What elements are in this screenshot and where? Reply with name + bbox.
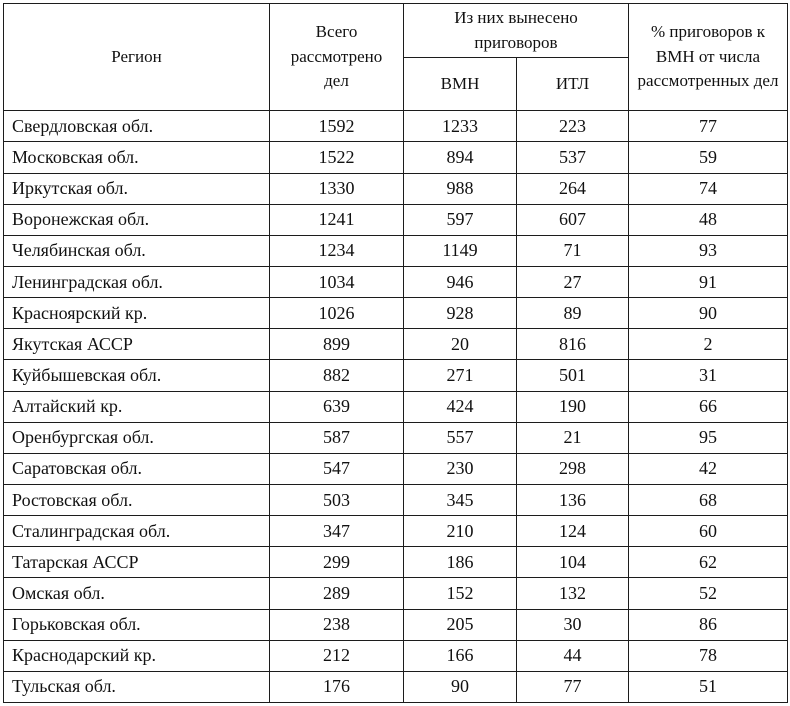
itl-cell: 501 [517, 360, 629, 391]
vmn-cell: 894 [404, 142, 517, 173]
region-cell: Иркутская обл. [4, 173, 270, 204]
percent-cell: 51 [629, 671, 788, 702]
itl-cell: 537 [517, 142, 629, 173]
vmn-cell: 597 [404, 204, 517, 235]
percent-cell: 86 [629, 609, 788, 640]
table-row [4, 609, 788, 640]
vmn-cell: 557 [404, 422, 517, 453]
total-cell: 1522 [270, 142, 404, 173]
region-cell: Саратовская обл. [4, 453, 270, 484]
region-cell: Горьковская обл. [4, 609, 270, 640]
itl-cell: 77 [517, 671, 629, 702]
table-row [4, 266, 788, 297]
table-row [4, 640, 788, 671]
table-row [4, 298, 788, 329]
table-row [4, 671, 788, 702]
percent-cell: 60 [629, 516, 788, 547]
vmn-cell: 210 [404, 516, 517, 547]
table-row [4, 111, 788, 142]
region-cell: Куйбышевская обл. [4, 360, 270, 391]
itl-cell: 44 [517, 640, 629, 671]
total-cell: 347 [270, 516, 404, 547]
table-row [4, 360, 788, 391]
percent-cell: 2 [629, 329, 788, 360]
itl-cell: 124 [517, 516, 629, 547]
percent-cell: 59 [629, 142, 788, 173]
vmn-cell: 166 [404, 640, 517, 671]
region-cell: Московская обл. [4, 142, 270, 173]
header-row-top [4, 4, 788, 58]
itl-cell: 27 [517, 266, 629, 297]
vmn-cell: 152 [404, 578, 517, 609]
region-cell: Омская обл. [4, 578, 270, 609]
total-cell: 176 [270, 671, 404, 702]
table-row [4, 329, 788, 360]
vmn-cell: 20 [404, 329, 517, 360]
percent-cell: 74 [629, 173, 788, 204]
total-cell: 899 [270, 329, 404, 360]
percent-cell: 42 [629, 453, 788, 484]
itl-cell: 298 [517, 453, 629, 484]
vmn-cell: 186 [404, 547, 517, 578]
percent-cell: 66 [629, 391, 788, 422]
itl-cell: 190 [517, 391, 629, 422]
header-total-cases: Всего рассмотрено дел [270, 4, 404, 111]
region-cell: Якутская АССР [4, 329, 270, 360]
table-row [4, 235, 788, 266]
header-region: Регион [4, 4, 270, 111]
total-cell: 882 [270, 360, 404, 391]
itl-cell: 104 [517, 547, 629, 578]
itl-cell: 264 [517, 173, 629, 204]
header-percent-vmn: % приговоров к ВМН от числа рассмотренных дел [629, 4, 788, 111]
total-cell: 1234 [270, 235, 404, 266]
total-cell: 1034 [270, 266, 404, 297]
vmn-cell: 345 [404, 484, 517, 515]
total-cell: 587 [270, 422, 404, 453]
table-row [4, 516, 788, 547]
region-cell: Ростовская обл. [4, 484, 270, 515]
percent-cell: 31 [629, 360, 788, 391]
percent-cell: 90 [629, 298, 788, 329]
vmn-cell: 1233 [404, 111, 517, 142]
total-cell: 1592 [270, 111, 404, 142]
vmn-cell: 205 [404, 609, 517, 640]
itl-cell: 223 [517, 111, 629, 142]
region-cell: Краснодарский кр. [4, 640, 270, 671]
itl-cell: 816 [517, 329, 629, 360]
total-cell: 289 [270, 578, 404, 609]
regions-table [3, 3, 788, 703]
percent-cell: 52 [629, 578, 788, 609]
table-row [4, 422, 788, 453]
table-row [4, 578, 788, 609]
itl-cell: 21 [517, 422, 629, 453]
total-cell: 503 [270, 484, 404, 515]
region-cell: Оренбургская обл. [4, 422, 270, 453]
total-cell: 299 [270, 547, 404, 578]
percent-cell: 78 [629, 640, 788, 671]
header-sentences-group: Из них вынесено приговоров [404, 4, 629, 58]
percent-cell: 93 [629, 235, 788, 266]
percent-cell: 48 [629, 204, 788, 235]
vmn-cell: 424 [404, 391, 517, 422]
table-row [4, 547, 788, 578]
vmn-cell: 928 [404, 298, 517, 329]
region-cell: Челябинская обл. [4, 235, 270, 266]
percent-cell: 62 [629, 547, 788, 578]
region-cell: Красноярский кр. [4, 298, 270, 329]
table-row [4, 173, 788, 204]
itl-cell: 89 [517, 298, 629, 329]
total-cell: 1330 [270, 173, 404, 204]
percent-cell: 91 [629, 266, 788, 297]
itl-cell: 136 [517, 484, 629, 515]
table-row [4, 391, 788, 422]
header-vmn: ВМН [404, 58, 517, 111]
region-cell: Алтайский кр. [4, 391, 270, 422]
percent-cell: 68 [629, 484, 788, 515]
table-header [4, 4, 788, 111]
table-body [4, 111, 788, 703]
table-row [4, 453, 788, 484]
vmn-cell: 1149 [404, 235, 517, 266]
itl-cell: 71 [517, 235, 629, 266]
vmn-cell: 271 [404, 360, 517, 391]
header-itl: ИТЛ [517, 58, 629, 111]
itl-cell: 132 [517, 578, 629, 609]
vmn-cell: 946 [404, 266, 517, 297]
region-cell: Ленинградская обл. [4, 266, 270, 297]
itl-cell: 30 [517, 609, 629, 640]
region-cell: Сталинградская обл. [4, 516, 270, 547]
region-cell: Тульская обл. [4, 671, 270, 702]
total-cell: 1026 [270, 298, 404, 329]
region-cell: Свердловская обл. [4, 111, 270, 142]
vmn-cell: 988 [404, 173, 517, 204]
region-cell: Воронежская обл. [4, 204, 270, 235]
total-cell: 212 [270, 640, 404, 671]
table-row [4, 204, 788, 235]
percent-cell: 95 [629, 422, 788, 453]
table-row [4, 484, 788, 515]
percent-cell: 77 [629, 111, 788, 142]
region-cell: Татарская АССР [4, 547, 270, 578]
total-cell: 1241 [270, 204, 404, 235]
vmn-cell: 230 [404, 453, 517, 484]
total-cell: 238 [270, 609, 404, 640]
total-cell: 639 [270, 391, 404, 422]
table-row [4, 142, 788, 173]
vmn-cell: 90 [404, 671, 517, 702]
itl-cell: 607 [517, 204, 629, 235]
total-cell: 547 [270, 453, 404, 484]
